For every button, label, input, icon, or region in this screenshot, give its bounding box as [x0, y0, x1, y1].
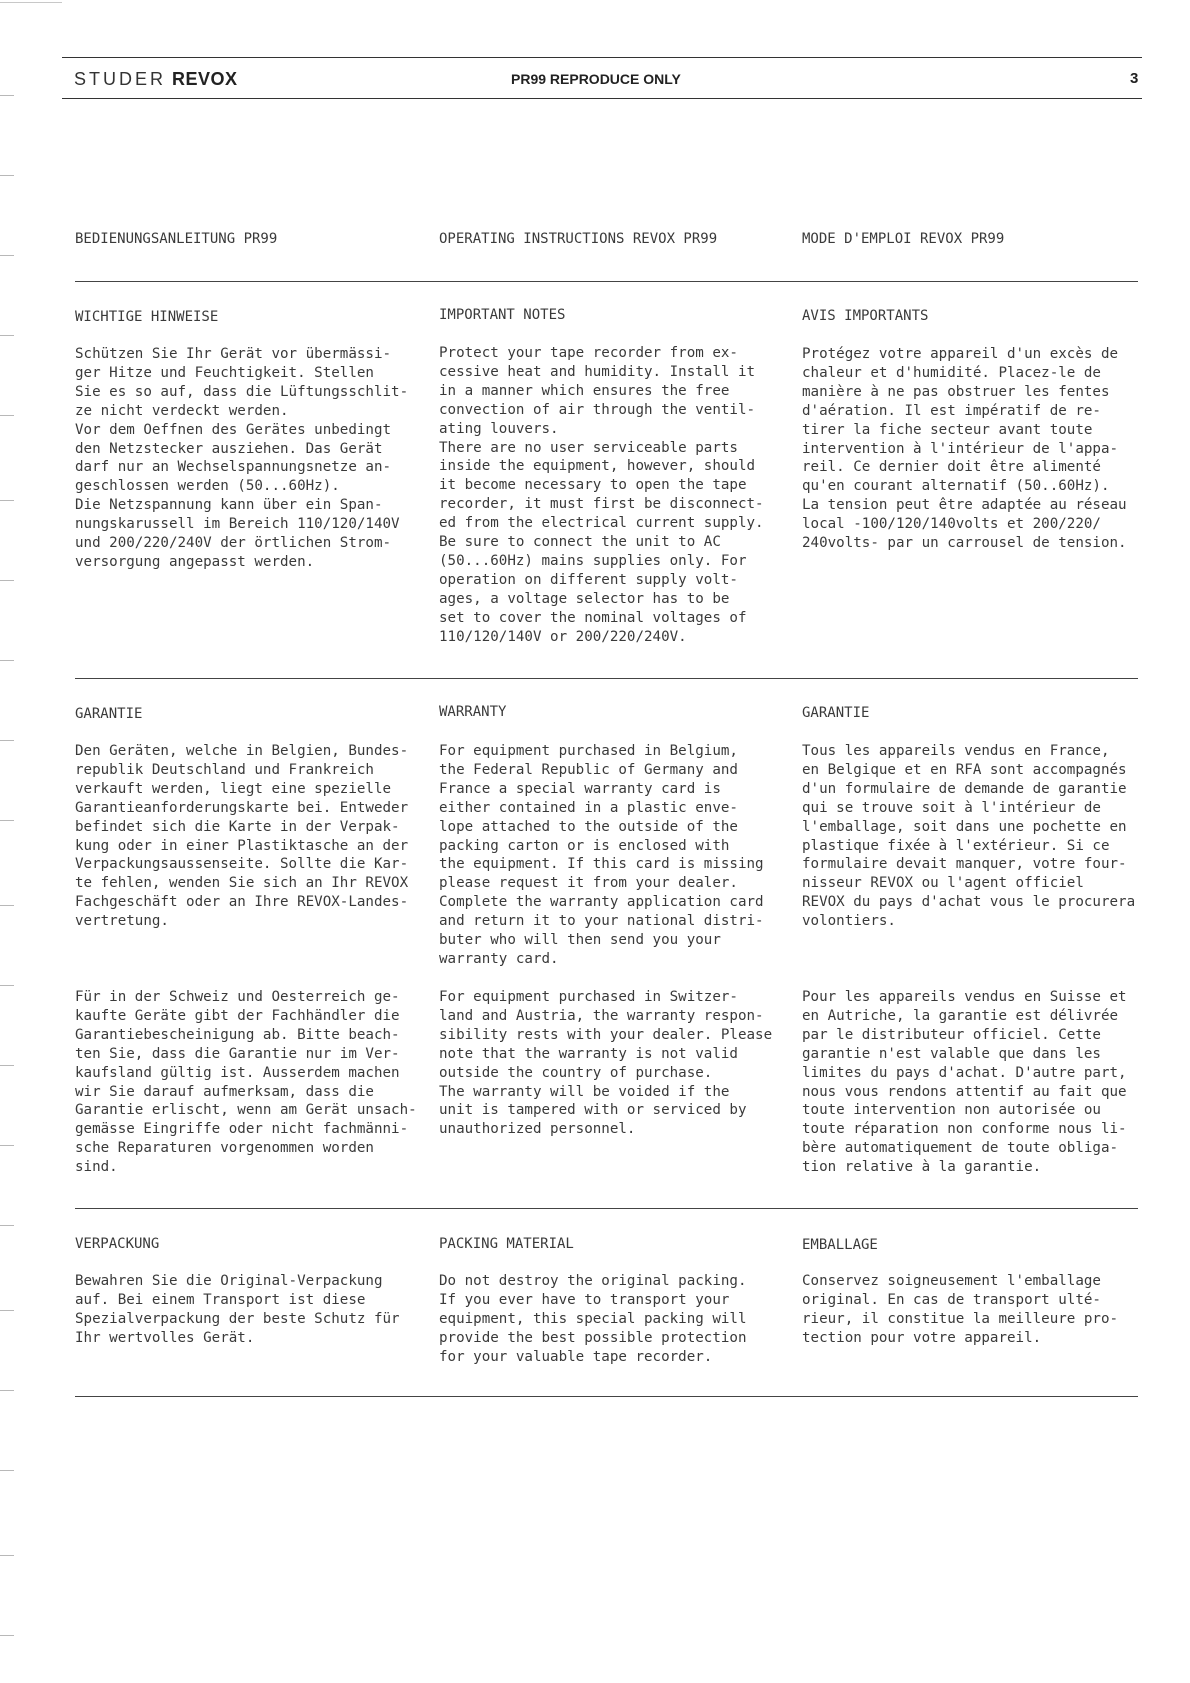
- section-heading-fr: GARANTIE: [802, 705, 870, 721]
- scan-edge-mark: [0, 1470, 14, 1471]
- scan-edge-mark: [0, 740, 14, 741]
- section-divider: [75, 678, 1138, 679]
- notes-text-fr: Protégez votre appareil d'un excès de chaleur et d'humidité. Placez-le de manière à ne pas obstruer les fentes d'aération. Il est impératif de re- tirer la fiche secteur avant toute intervention à l'intérieur de l'appa- reil. Ce dernier doit être alimenté qu'en courant alternatif (50..60Hz). La tension peut être adaptée au réseau local -100/120/140volts et 200/220/ 240volts- par un carrousel de tension.: [802, 346, 1127, 552]
- scan-edge-mark: [0, 1555, 14, 1556]
- page-title: PR99 REPRODUCE ONLY: [511, 71, 681, 87]
- scan-edge-mark: [0, 500, 14, 501]
- section-heading-de: GARANTIE: [75, 706, 143, 722]
- notes-text-en: Protect your tape recorder from ex- cessive heat and humidity. Install it in a manner which ensures the free convection of air through the ventil- ating louvers. There are no user serviceable parts inside the equipment, however, should it become necessary to open the tape recorder, it must first be disconnect- ed from the electrical current supply. Be sure to connect the unit to AC (50...60Hz) mains supplies only. For operation on different supply volt- ages, a voltage selector has to be set to cover the nominal voltages of 110/120/140V or 200/220/240V.: [439, 345, 764, 645]
- warranty-text-de: Den Geräten, welche in Belgien, Bundes- republik Deutschland und Frankreich verkauft werden, liegt eine spezielle Garantieanforderungskarte bei. Entweder befindet sich die Karte in der Verpak- kung oder in einer Plastiktasche an der Verpackungsaussenseite. Sollte die Kar- te fehlen, wenden Sie sich an Ihr REVOX Fachgeschäft oder an Ihre REVOX-Landes- vertretung.: [75, 743, 409, 930]
- scan-edge-mark: [0, 335, 14, 336]
- packing-text-fr: Conservez soigneusement l'emballage original. En cas de transport ulté- rieur, il constitue la meilleure pro- tection pour votre appareil.: [802, 1273, 1119, 1346]
- brand-logo: [74, 69, 238, 90]
- warranty-text-de-2: Für in der Schweiz und Oesterreich ge- kaufte Geräte gibt der Fachhändler die Garantiebescheinigung ab. Bitte beach- ten Sie, dass die Garantie nur im Ver- kaufsland gültig ist. Ausserdem machen wir Sie darauf aufmerksam, dass die Garantie erlischt, wenn am Gerät unsach- gemässe Eingriffe oder nicht fachmänni- sche Reparaturen vorgenommen worden sind.: [75, 989, 417, 1176]
- section-divider: [75, 281, 1138, 282]
- section-heading-fr: EMBALLAGE: [802, 1237, 878, 1253]
- scan-edge-mark: [0, 1225, 14, 1226]
- warranty-text-en-2: For equipment purchased in Switzer- land and Austria, the warranty respon- sibility rests with your dealer. Please note that the warranty is not valid outside the country of purchase. The warranty will be voided if the unit is tampered with or serviced by unauthorized personnel.: [439, 989, 773, 1138]
- column-title-en: OPERATING INSTRUCTIONS REVOX PR99: [439, 231, 718, 247]
- scan-edge-mark: [0, 985, 14, 986]
- scan-edge-mark: [0, 1145, 14, 1146]
- notes-text-de: Schützen Sie Ihr Gerät vor übermässi- ger Hitze und Feuchtigkeit. Stellen Sie es so auf, dass die Lüftungsschlit- ze nicht verdeckt werden. Vor dem Oeffnen des Gerätes unbedingt den Netzstecker ausziehen. Das Gerät darf nur an Wechselspannungsnetze an- geschlossen werden (50...60Hz). Die Netzspannung kann über ein Span- nungskarussell im Bereich 110/120/140V und 200/220/240V der örtlichen Strom- versorgung angepasst werden.: [75, 346, 409, 570]
- section-heading-de: WICHTIGE HINWEISE: [75, 309, 219, 325]
- scan-edge-mark: [0, 415, 14, 416]
- scan-edge-mark: [0, 1390, 14, 1391]
- warranty-text-en: For equipment purchased in Belgium, the Federal Republic of Germany and France a special warranty card is either contained in a plastic enve- lope attached to the outside of the packing carton or is enclosed with the equipment. If this card is missing please request it from your dealer. Complete the warranty application card and return it to your national distri- buter who will then send you your warranty card.: [439, 743, 764, 967]
- warranty-text-fr: Tous les appareils vendus en France, en Belgique et en RFA sont accompagnés d'un formulaire de demande de garantie qui se trouve soit à l'intérieur de l'emballage, soit dans une pochette en plastique fixée à l'extérieur. Si ce formulaire devait manquer, votre four- nisseur REVOX ou l'agent officiel REVOX du pays d'achat vous le procurera volontiers.: [802, 743, 1136, 930]
- section-heading-en: WARRANTY: [439, 704, 507, 720]
- page-number: 3: [1130, 70, 1139, 87]
- scan-edge-line: [0, 2, 62, 3]
- scan-edge-mark: [0, 905, 14, 906]
- section-heading-de: VERPACKUNG: [75, 1236, 160, 1252]
- scan-edge-mark: [0, 175, 14, 176]
- section-heading-en: IMPORTANT NOTES: [439, 307, 566, 323]
- section-divider: [75, 1396, 1138, 1397]
- scan-edge-mark: [0, 1310, 14, 1311]
- section-heading-en: PACKING MATERIAL: [439, 1236, 574, 1252]
- packing-text-en: Do not destroy the original packing. If you ever have to transport your equipment, this special packing will provide the best possible protection for your valuable tape recorder.: [439, 1273, 747, 1365]
- header-top-rule: [62, 57, 1142, 58]
- scan-edge-mark: [0, 660, 14, 661]
- scan-edge-mark: [0, 1065, 14, 1066]
- section-heading-fr: AVIS IMPORTANTS: [802, 308, 929, 324]
- scan-edge-mark: [0, 255, 14, 256]
- column-title-de: BEDIENUNGSANLEITUNG PR99: [75, 231, 278, 247]
- header-bottom-rule: [62, 98, 1142, 99]
- column-title-fr: MODE D'EMPLOI REVOX PR99: [802, 231, 1005, 247]
- packing-text-de: Bewahren Sie die Original-Verpackung auf. Bei einem Transport ist diese Spezialverpackung der beste Schutz für Ihr wertvolles Gerät.: [75, 1273, 400, 1346]
- scan-edge-mark: [0, 95, 14, 96]
- scan-edge-mark: [0, 820, 14, 821]
- brand-studer: STUDER: [74, 69, 167, 89]
- section-divider: [75, 1208, 1138, 1209]
- brand-revox: REVOX: [172, 69, 238, 89]
- scan-edge-mark: [0, 580, 14, 581]
- warranty-text-fr-2: Pour les appareils vendus en Suisse et en Autriche, la garantie est délivrée par le distributeur officiel. Cette garantie n'est valable que dans les limites du pays d'achat. D'autre part, nous vous rendons attentif au fait que toute intervention non autorisée ou toute réparation non conforme nous li- bère automatiquement de toute obliga- tion relative à la garantie.: [802, 989, 1127, 1176]
- scan-edge-mark: [0, 1635, 14, 1636]
